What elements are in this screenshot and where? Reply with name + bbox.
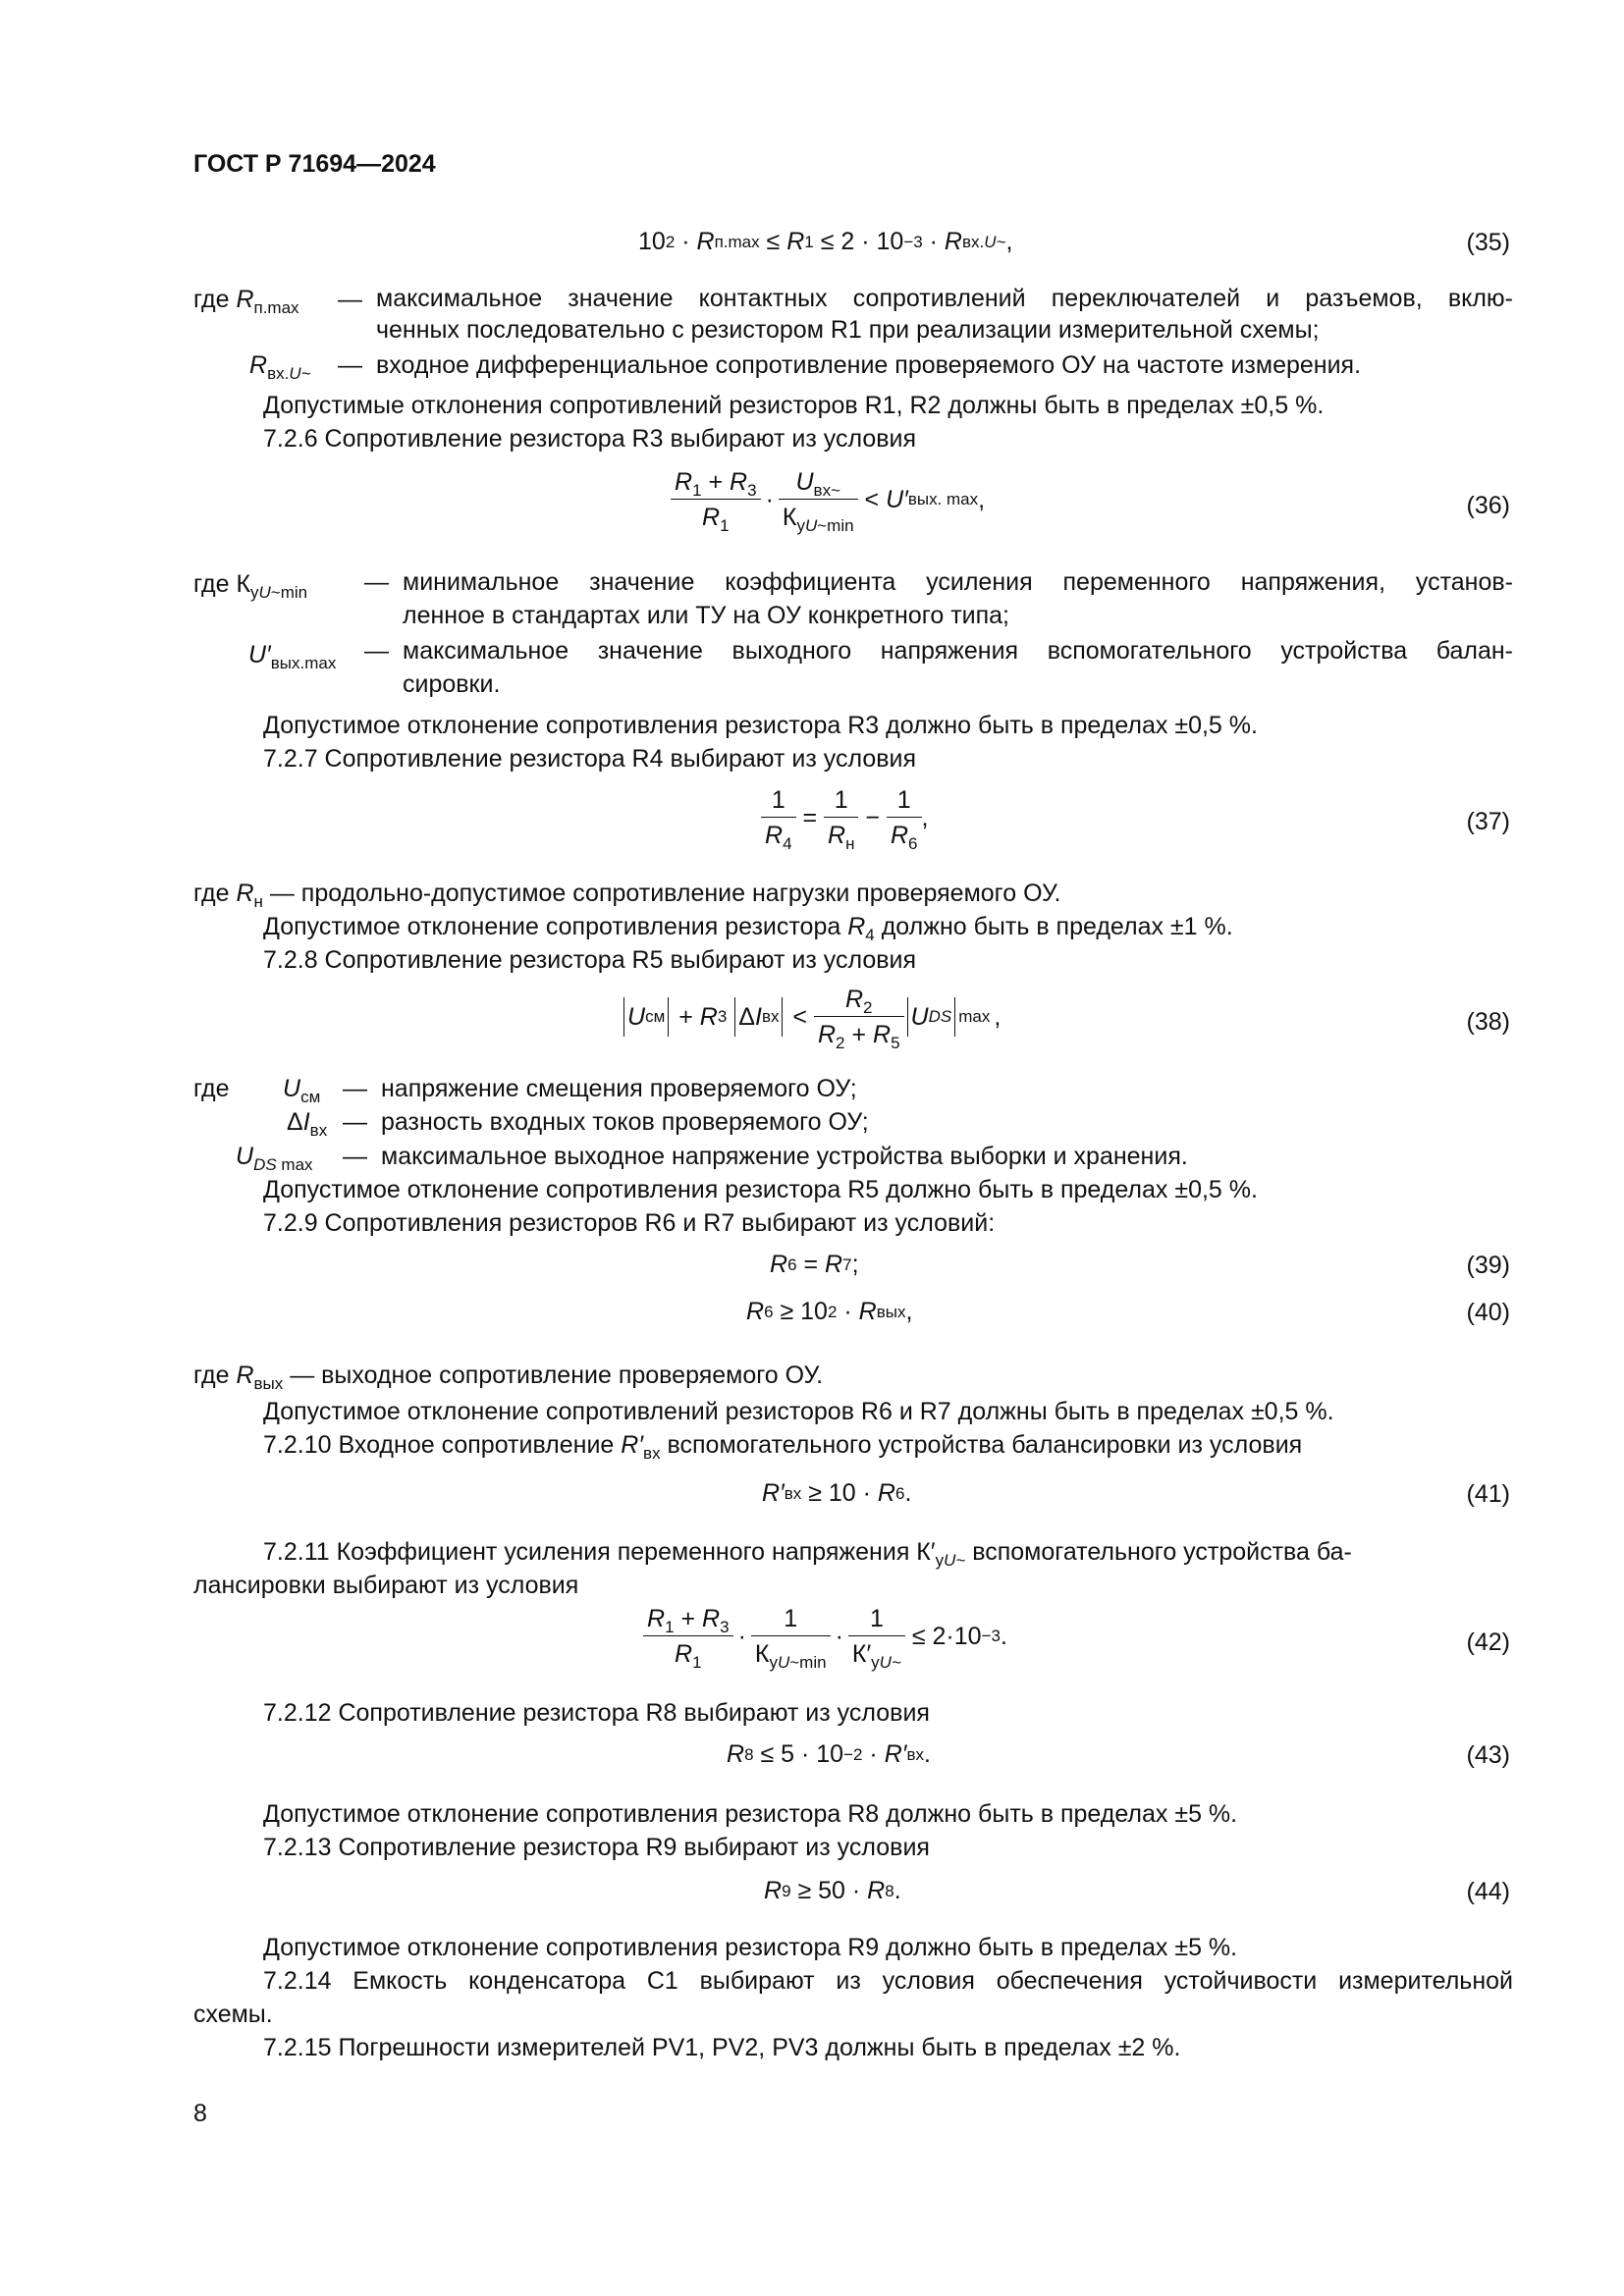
equation-41: R′ вх ≥ 10 · R 6 .	[762, 1479, 912, 1507]
definition-symbol: $U'_{вых.max}$	[248, 641, 337, 672]
paragraph: 7.2.13 Сопротивление резистора R9 выбирают из условия	[263, 1834, 930, 1861]
paragraph: Допустимое отклонение сопротивления резистора R3 должно быть в пределах ±0,5 %.	[263, 712, 1258, 739]
equation-40: R 6 ≥ 10 2 · R вых ,	[746, 1298, 913, 1325]
paragraph: 7.2.15 Погрешности измерителей PV1, PV2, PV3 должны быть в пределах ±2 %.	[263, 2034, 1181, 2061]
definition-text: максимальное значение контактных сопротивлений переключателей и разъемов, вклю- ченных последовательно с резистором R1 при реализации измерительной схемы;	[376, 285, 1513, 344]
paragraph: 7.2.10 Входное сопротивление $R'_{вх}$ вспомогательного устройства балансировки из условия	[263, 1431, 1303, 1463]
definition-line: где $R_{вых}$ — выходное сопротивление проверяемого ОУ.	[193, 1362, 824, 1393]
definition-text: максимальное выходное напряжение устройства выборки и хранения.	[381, 1143, 1188, 1170]
equation-43: R 8 ≤ 5 · 10 −2 · R′ вх .	[727, 1740, 931, 1768]
equation-39: R 6 = R 7 ;	[770, 1251, 859, 1278]
equation-number-37: (37)	[1466, 808, 1510, 835]
paragraph: 7.2.7 Сопротивление резистора R4 выбирают из условия	[263, 745, 917, 773]
where-label: где	[193, 1075, 230, 1102]
paragraph: Допустимые отклонения сопротивлений резисторов R1, R2 должны быть в пределах ±0,5 %.	[263, 392, 1325, 419]
definition-line: где $R_н$ — продольно-допустимое сопротивление нагрузки проверяемого ОУ.	[193, 880, 1061, 911]
paragraph: 7.2.6 Сопротивление резистора R3 выбирают из условия	[263, 425, 917, 453]
definition-text: минимальное значение коэффициента усиления переменного напряжения, установ- ленное в стандартах или ТУ на ОУ конкретного типа;	[403, 568, 1513, 629]
paragraph: Допустимое отклонение сопротивления резистора R8 должно быть в пределах ±5 %.	[263, 1800, 1238, 1828]
definition-symbol: $\Delta I_{вх}$	[287, 1108, 328, 1140]
dash: —	[364, 568, 389, 596]
dash: —	[364, 637, 389, 665]
equation-number-38: (38)	[1466, 1008, 1510, 1036]
equation-35: 10 2 · R п.max ≤ R 1 ≤ 2 · 10 −3 · R вх.U~ ,	[638, 228, 1013, 255]
definition-symbol: $U_{см}$	[283, 1075, 321, 1106]
paragraph: Допустимое отклонение сопротивления резистора R5 должно быть в пределах ±0,5 %.	[263, 1176, 1258, 1203]
equation-36: $\frac{R_1 + R_3}{R_1}$ · $\frac{U_{вх\sim}}{К_{уU\sim min}}$ < U′ вых. max ,	[671, 467, 985, 532]
where-label: где $К_{уU\sim min}$	[193, 570, 308, 602]
equation-44: R 9 ≥ 50 · R 8 .	[764, 1877, 901, 1904]
definition-symbol: $R_{вх.U\sim}$	[249, 351, 311, 383]
equation-number-42: (42)	[1466, 1629, 1510, 1656]
equation-number-44: (44)	[1466, 1878, 1510, 1905]
equation-number-43: (43)	[1466, 1741, 1510, 1769]
paragraph: Допустимое отклонение сопротивлений резисторов R6 и R7 должны быть в пределах ±0,5 %.	[263, 1398, 1334, 1425]
definition-text: максимальное значение выходного напряжения вспомогательного устройства балан- сировки.	[403, 637, 1513, 698]
paragraph: Допустимое отклонение сопротивления резистора $R_4$ должно быть в пределах ±1 %.	[263, 913, 1233, 944]
paragraph: 7.2.9 Сопротивления резисторов R6 и R7 выбирают из условий:	[263, 1209, 996, 1237]
paragraph: 7.2.11 Коэффициент усиления переменного напряжения $К'_{уU\sim}$ вспомогательного устройства ба-	[263, 1538, 1352, 1570]
definition-text: разность входных токов проверяемого ОУ;	[381, 1108, 869, 1136]
dash: —	[338, 351, 362, 379]
dash: —	[343, 1143, 367, 1170]
equation-number-35: (35)	[1466, 229, 1510, 256]
definition-text: входное дифференциальное сопротивление проверяемого ОУ на частоте измерения.	[376, 351, 1362, 379]
paragraph: 7.2.8 Сопротивление резистора R5 выбирают из условия	[263, 946, 917, 974]
equation-37: $\frac{1}{R_4}$ = $\frac{1}{R_н}$ − $\frac{1}{R_6}$ ,	[761, 785, 928, 850]
definition-symbol: $U_{DS max}$	[236, 1143, 313, 1174]
dash: —	[338, 286, 362, 313]
paragraph: 7.2.14 Емкость конденсатора С1 выбирают из условия обеспечения устойчивости измерительной	[263, 1967, 1513, 1995]
document-code: ГОСТ Р 71694—2024	[193, 150, 436, 178]
page-number: 8	[193, 2100, 207, 2127]
paragraph: 7.2.12 Сопротивление резистора R8 выбирают из условия	[263, 1699, 930, 1727]
dash: —	[343, 1075, 367, 1102]
equation-number-39: (39)	[1466, 1252, 1510, 1279]
equation-number-40: (40)	[1466, 1299, 1510, 1326]
where-label: где $R_{п.max}$	[193, 286, 299, 317]
paragraph: схемы.	[193, 2001, 273, 2028]
paragraph: Допустимое отклонение сопротивления резистора R9 должно быть в пределах ±5 %.	[263, 1934, 1238, 1961]
equation-number-36: (36)	[1466, 492, 1510, 519]
definition-text: напряжение смещения проверяемого ОУ;	[381, 1075, 857, 1102]
equation-number-41: (41)	[1466, 1480, 1510, 1508]
equation-42: $\frac{R_1 + R_3}{R_1}$ · $\frac{1}{К_{уU\sim min}}$ · $\frac{1}{К'_{уU\sim}}$ ≤ 2·10 −3 .	[643, 1604, 1007, 1669]
dash: —	[343, 1108, 367, 1136]
paragraph: лансировки выбирают из условия	[193, 1572, 579, 1599]
equation-38: U см + R 3 Δ I вх < $\frac{R_2}{R_2 + R_5}$ U DS max ,	[621, 985, 1001, 1049]
